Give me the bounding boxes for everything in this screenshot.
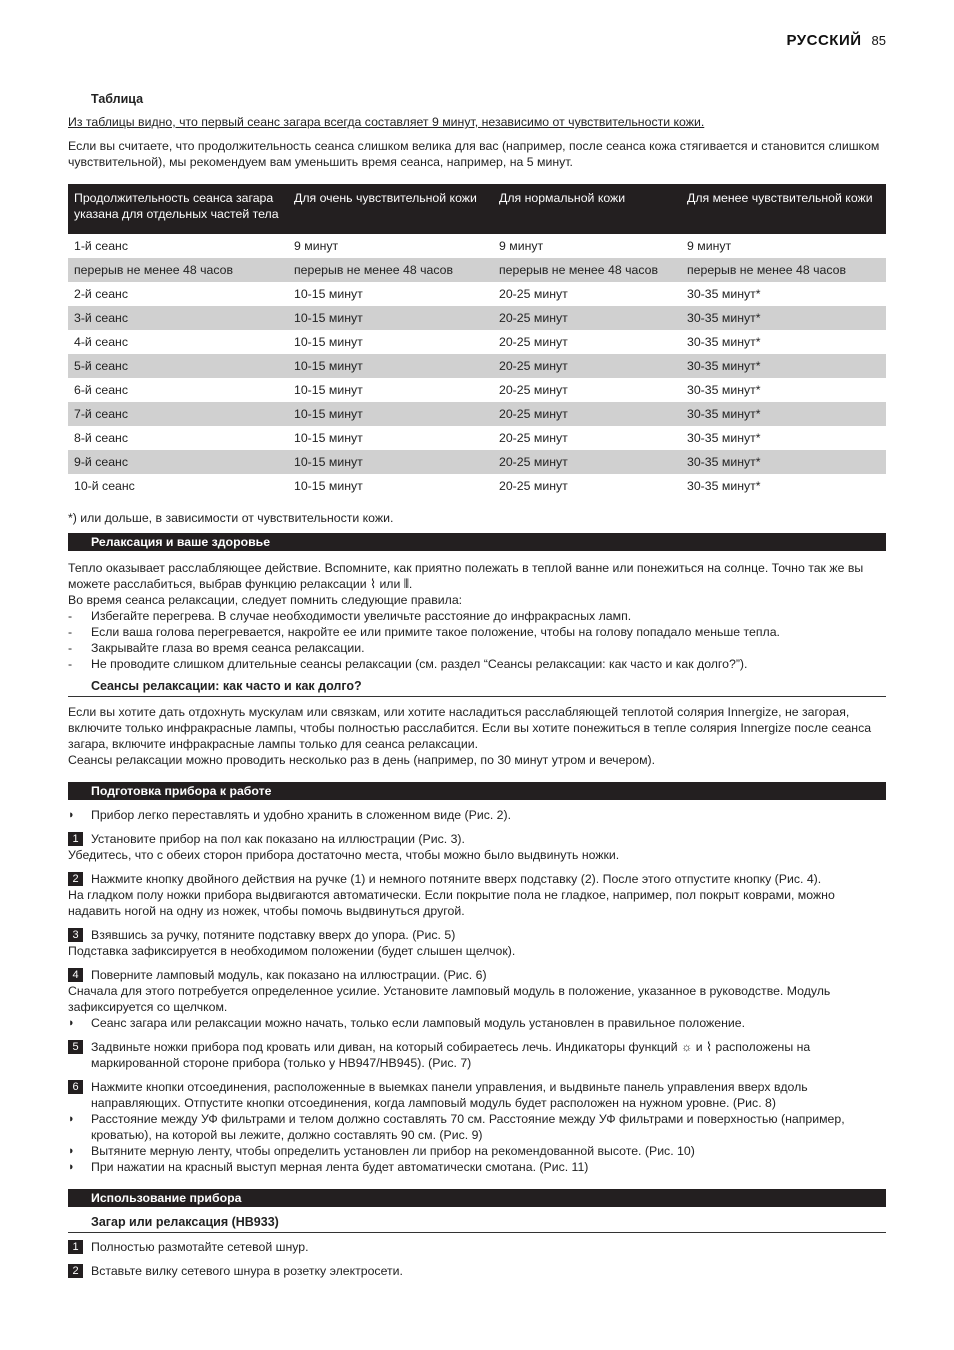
table-cell: 2-й сеанс [74,287,128,301]
sessions-paragraph-2: Сеансы релаксации можно проводить несколько раз в день (например, по 30 минут утром и вечером). [68,753,656,767]
list-item: - Закрывайте глаза во время сеанса релаксации. [68,640,886,656]
table-cell: 20-25 минут [499,479,568,493]
table-cell: 30-35 минут* [687,335,761,349]
table-cell: 1-й сеанс [74,239,128,253]
table-header-cell: Продолжительность сеанса загара указана для отдельных частей тела [68,184,288,234]
table-row [68,354,886,378]
table-cell: 9 минут [687,239,732,253]
table-cell: 30-35 минут* [687,431,761,445]
table-cell: 20-25 минут [493,354,681,378]
table-header-cell: Для очень чувствительной кожи [288,184,493,234]
section-heading-usage: Использование прибора [68,1189,886,1207]
table-cell: 8-й сеанс [74,431,128,445]
table-cell: 9-й сеанс [68,450,288,474]
subsection-heading-sessions: Сеансы релаксации: как часто и как долго? [68,677,886,697]
step-number: 1 [68,1240,83,1254]
table-row [68,474,886,498]
table-cell: перерыв не менее 48 часов [681,258,886,282]
bullet-item: ◗ Сеанс загара или релаксации можно начать, только если ламповый модуль установлен в правильное положение. [68,1016,746,1030]
step-item: 2 Нажмите кнопку двойного действия на ручке (1) и немного потяните вверх подставку (2). После этого отпустите кнопку (Рис. 4). [68,871,886,887]
language-label: РУССКИЙ [786,32,862,49]
table-cell: 3-й сеанс [68,306,288,330]
underlined-note: Из таблицы видно, что первый сеанс загара всегда составляет 9 минут, независимо от чувствительности кожи. [68,115,705,129]
table-header-cell: Для нормальной кожи [493,184,681,234]
table-cell: 20-25 минут [499,287,568,301]
table-row [68,234,886,258]
sessions-paragraph: Если вы хотите дать отдохнуть мускулам или связкам, или хотите насладиться расслабляющей теплотой солярия Innergize, не загорая, включите только инфракрасные лампы, чтобы полностью расслабится. Если вы хотите понежиться в тепле солярия Innergize после сеанса загара, включите инфракрасные лампы только для сеанса релаксации. [68,705,872,751]
table-row [68,306,886,330]
table-cell: 10-15 минут [288,354,493,378]
bullet-item: ◗ При нажатии на красный выступ мерная лента будет автоматически смотана. (Рис. 11) [68,1160,589,1174]
table-cell: 10-15 минут [294,287,363,301]
table-title: Таблица [91,92,144,106]
section-heading-prep: Подготовка прибора к работе [68,782,886,800]
table-cell: 10-15 минут [294,479,363,493]
bullet-marker-icon: ◗ [68,1017,75,1029]
table-cell: 20-25 минут [499,335,568,349]
table-header-row [68,184,886,234]
step-item: 1 Установите прибор на пол как показано на иллюстрации (Рис. 3). [68,831,886,847]
table-cell: 10-15 минут [288,306,493,330]
table-cell: 20-25 минут [493,306,681,330]
section-heading-relax: Релаксация и ваше здоровье [68,533,886,551]
table-cell: перерыв не менее 48 часов [68,258,288,282]
step-note: Подставка зафиксируется в необходимом положении (будет слышен щелчок). [68,944,516,958]
bullet-marker-icon: ◗ [68,1145,75,1157]
table-row [68,282,886,306]
relax-paragraph: Тепло оказывает расслабляющее действие. Вспомните, как приятно полежать в теплой ванне или понежиться на солнце. Точно так же вы можете расслабиться, выбрав функцию релаксации ⌇ или ⫴. [68,561,864,591]
table-cell: 10-15 минут [294,335,363,349]
bullet-item: ◗ Расстояние между УФ фильтрами и телом должно составлять 70 см. Расстояние между УФ фильтрами и поверхностью (например, кроватью), на которой вы лежите, должно составлять 90 см. (Рис. 9) [68,1112,845,1142]
relax-rules-list [68,608,886,672]
tanning-table [68,184,886,498]
step-number: 1 [68,832,83,846]
table-cell: 30-35 минут* [687,479,761,493]
step-number: 4 [68,968,83,982]
table-cell: 9 минут [294,239,339,253]
step-item: 5 Задвиньте ножки прибора под кровать или диван, на который собираетесь лечь. Индикаторы функций ☼ и ⌇ расположены на маркированной стороне прибора (только у HB947/HB945). (Рис. 7) [68,1039,886,1071]
list-item: - Избегайте перегрева. В случае необходимости увеличьте расстояние до инфракрасных ламп. [68,608,886,624]
table-cell: 30-35 минут* [687,287,761,301]
table-cell: 7-й сеанс [68,402,288,426]
step-note: На гладком полу ножки прибора выдвигаются автоматически. Если покрытие пола не гладкое, например, пол покрыт коврами, можно надавить ногой на одну из ножек, чтобы помочь выдвинуться другой. [68,888,835,918]
table-cell: 10-15 минут [288,450,493,474]
table-cell: 10-й сеанс [74,479,135,493]
table-cell: 5-й сеанс [68,354,288,378]
page-content [68,90,886,1279]
relax-rules-intro: Во время сеанса релаксации, следует помнить следующие правила: [68,593,463,607]
list-item: - Не проводите слишком длительные сеансы релаксации (см. раздел “Сеансы релаксации: как часто и как долго?”). [68,656,886,672]
table-cell: 20-25 минут [493,402,681,426]
table-cell: 10-15 минут [294,431,363,445]
table-cell: 30-35 минут* [681,450,886,474]
table-cell: перерыв не менее 48 часов [493,258,681,282]
table-footnote: *) или дольше, в зависимости от чувствительности кожи. [68,511,394,525]
table-row [68,402,886,426]
table-cell: 10-15 минут [288,402,493,426]
table-row [68,258,886,282]
step-item: 1 Полностью размотайте сетевой шнур. [68,1239,886,1255]
table-row [68,450,886,474]
table-cell: 30-35 минут* [681,402,886,426]
table-cell: 4-й сеанс [74,335,128,349]
table-row [68,330,886,354]
intro-paragraph: Если вы считаете, что продолжительность сеанса слишком велика для вас (например, после сеанса кожа стягивается и становится слишком чувствительной), мы рекомендуем вам уменьшить время сеанса, например, на 5 минут. [68,139,880,169]
subsection-heading-usage: Загар или релаксация (HB933) [68,1213,886,1233]
page-number: 85 [871,33,886,48]
step-note: Сначала для этого потребуется определенное усилие. Установите ламповый модуль в положение, указанное в руководстве. Модуль зафиксируется со щелчком. [68,984,831,1014]
bullet-item: ◗ Вытяните мерную ленту, чтобы определить установлен ли прибор на рекомендованной высоте. (Рис. 10) [68,1144,695,1158]
table-cell: 20-25 минут [493,450,681,474]
step-number: 6 [68,1080,83,1094]
bullet-marker-icon: ◗ [68,1113,75,1125]
table-cell: 6-й сеанс [74,383,128,397]
table-cell: 10-15 минут [294,383,363,397]
table-row [68,378,886,402]
bullet-marker-icon: ◗ [68,1161,75,1173]
bullet-marker-icon: ◗ [68,809,75,821]
step-item: 4 Поверните ламповый модуль, как показано на иллюстрации. (Рис. 6) [68,967,886,983]
step-note: Убедитесь, что с обеих сторон прибора достаточно места, чтобы можно было выдвинуть ножки. [68,848,620,862]
step-item: 6 Нажмите кнопки отсоединения, расположенные в выемках панели управления, и выдвиньте панель управления вверх вдоль направляющих. Отпустите кнопки отсоединения, когда ламповый модуль будет расположен на нужном уровне. (Рис. 8) [68,1079,886,1111]
table-header-cell: Для менее чувствительной кожи [681,184,886,234]
table-row [68,426,886,450]
step-number: 2 [68,872,83,886]
list-item: - Если ваша голова перегревается, накройте ее или примите такое положение, чтобы на голову попадало меньше тепла. [68,624,886,640]
step-number: 5 [68,1040,83,1054]
table-cell: 20-25 минут [499,383,568,397]
table-cell: 30-35 минут* [687,383,761,397]
table-cell: 9 минут [499,239,544,253]
step-item: 2 Вставьте вилку сетевого шнура в розетку электросети. [68,1263,886,1279]
table-cell: 30-35 минут* [681,306,886,330]
step-number: 2 [68,1264,83,1278]
step-item: 3 Взявшись за ручку, потяните подставку вверх до упора. (Рис. 5) [68,927,886,943]
table-cell: 30-35 минут* [681,354,886,378]
table-cell: 20-25 минут [499,431,568,445]
table-cell: перерыв не менее 48 часов [288,258,493,282]
step-number: 3 [68,928,83,942]
bullet-item: ◗ Прибор легко переставлять и удобно хранить в сложенном виде (Рис. 2). [68,808,512,822]
page-header [787,33,887,49]
